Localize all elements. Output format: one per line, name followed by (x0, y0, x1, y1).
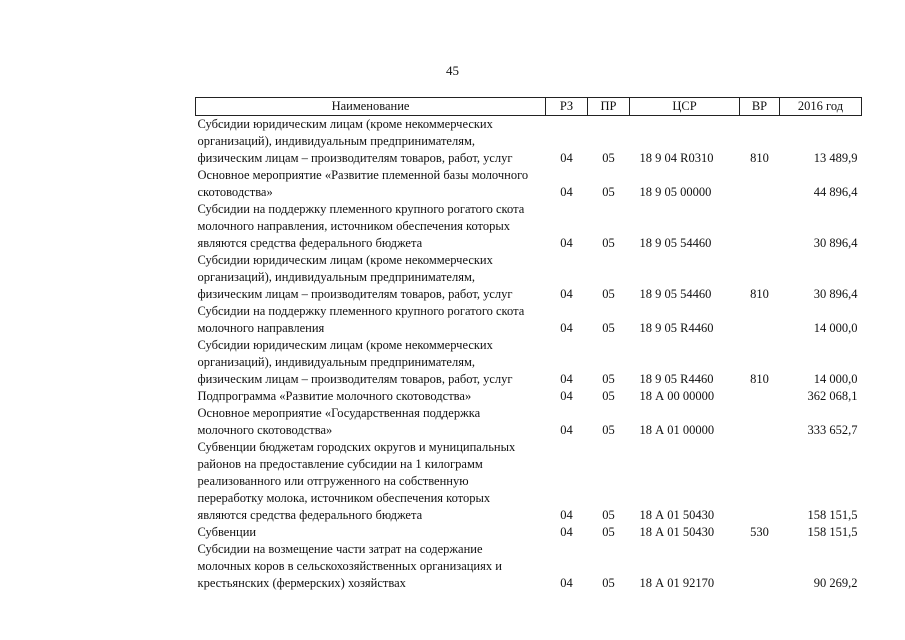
row-name (196, 541, 546, 592)
table-row (196, 201, 862, 252)
row-csr: 18 А 01 50430 (639, 508, 715, 522)
row-amount: 90 269,2 (813, 576, 858, 590)
row-amount: 30 896,4 (813, 236, 858, 250)
row-vr (740, 388, 780, 405)
table-row (196, 541, 862, 592)
row-amount: 14 000,0 (813, 372, 858, 386)
row-pr: 05 (602, 372, 615, 386)
table-row (196, 388, 862, 405)
row-name (196, 252, 546, 303)
row-csr: 18 А 01 92170 (639, 576, 715, 590)
table-row (196, 439, 862, 524)
row-name (196, 167, 546, 201)
row-pr: 05 (602, 508, 615, 522)
row-rz: 04 (560, 525, 573, 539)
row-name-line: физическим лицам – производителям товаров, работ, услуг (197, 372, 513, 386)
row-csr: 18 9 05 54460 (639, 287, 712, 301)
table-row (196, 116, 862, 168)
table-row (196, 337, 862, 388)
row-name-line: Субсидии на возмещение части затрат на содержание (197, 542, 483, 556)
row-name-line: Субвенции бюджетам городских округов и муниципальных (197, 440, 516, 454)
table-row (196, 252, 862, 303)
row-amount: 158 151,5 (807, 508, 858, 522)
row-rz: 04 (560, 508, 573, 522)
row-rz: 04 (560, 423, 573, 437)
row-name-line: молочного направления (197, 321, 325, 335)
row-name-line: организаций), индивидуальным предпринимателям, (197, 134, 475, 148)
row-name-line: физическим лицам – производителям товаров, работ, услуг (197, 287, 513, 301)
row-name-line: Субсидии на поддержку племенного крупного рогатого скота (197, 202, 525, 216)
row-name (196, 337, 546, 388)
row-vr: 810 (750, 372, 769, 386)
row-name-line: организаций), индивидуальным предпринимателям, (197, 270, 475, 284)
row-name-line: крестьянских (фермерских) хозяйствах (197, 576, 406, 590)
row-amount: 13 489,9 (813, 151, 858, 165)
table-header-row (196, 98, 862, 116)
row-name-line: физическим лицам – производителям товаров, работ, услуг (197, 151, 513, 165)
row-name-line: являются средства федерального бюджета (197, 236, 423, 250)
row-csr: 18 А 01 00000 (639, 423, 715, 437)
column-header-pr: ПР (588, 98, 630, 116)
row-name-line: Основное мероприятие «Государственная поддержка (197, 406, 481, 420)
row-csr: 18 А 01 50430 (639, 525, 715, 539)
column-header-vr: ВР (740, 98, 780, 116)
row-name (196, 439, 546, 524)
row-pr: 05 (602, 287, 615, 301)
table-body (196, 116, 862, 593)
row-name (196, 201, 546, 252)
row-csr: 18 9 05 R4460 (639, 321, 714, 335)
row-name (196, 388, 546, 405)
row-vr (740, 303, 780, 337)
row-vr (740, 201, 780, 252)
row-name-line: переработку молока, источником обеспечения которых (197, 491, 491, 505)
table-row (196, 167, 862, 201)
row-rz: 04 (560, 321, 573, 335)
row-rz: 04 (560, 389, 573, 403)
row-name-line: организаций), индивидуальным предпринимателям, (197, 355, 475, 369)
row-vr: 810 (750, 151, 769, 165)
row-name-line: Основное мероприятие «Развитие племенной базы молочного (197, 168, 529, 182)
row-name-line: реализованного или отгруженного на собственную (197, 474, 469, 488)
row-name-line: молочных коров в сельскохозяйственных организациях и (197, 559, 502, 573)
budget-table (195, 97, 862, 592)
row-amount: 44 896,4 (813, 185, 858, 199)
row-amount: 30 896,4 (813, 287, 858, 301)
row-csr: 18 9 05 00000 (639, 185, 712, 199)
row-name-line: Подпрограмма «Развитие молочного скотоводства» (197, 389, 472, 403)
row-rz: 04 (560, 185, 573, 199)
row-rz: 04 (560, 236, 573, 250)
row-name-line: Субсидии юридическим лицам (кроме некоммерческих (197, 338, 493, 352)
column-header-name: Наименование (196, 98, 546, 116)
row-pr: 05 (602, 185, 615, 199)
row-rz: 04 (560, 372, 573, 386)
row-csr: 18 9 05 R4460 (639, 372, 714, 386)
row-pr: 05 (602, 389, 615, 403)
row-name (196, 303, 546, 337)
row-name (196, 116, 546, 168)
row-rz: 04 (560, 287, 573, 301)
row-name-line: скотоводства» (197, 185, 273, 199)
row-name-line: молочного направления, источником обеспечения которых (197, 219, 510, 233)
row-csr: 18 А 00 00000 (639, 389, 715, 403)
column-header-year: 2016 год (780, 98, 862, 116)
row-name (196, 524, 546, 541)
row-name-line: Субвенции (197, 525, 257, 539)
row-vr (740, 541, 780, 592)
row-name-line: Субсидии на поддержку племенного крупного рогатого скота (197, 304, 525, 318)
column-header-csr: ЦСР (630, 98, 740, 116)
page-number: 45 (446, 63, 459, 78)
row-pr: 05 (602, 423, 615, 437)
row-name-line: молочного скотоводства» (197, 423, 333, 437)
row-vr: 530 (750, 525, 769, 539)
table-row (196, 524, 862, 541)
row-name-line: Субсидии юридическим лицам (кроме некоммерческих (197, 117, 493, 131)
row-csr: 18 9 04 R0310 (639, 151, 714, 165)
row-amount: 333 652,7 (807, 423, 858, 437)
row-rz: 04 (560, 151, 573, 165)
row-name-line: являются средства федерального бюджета (197, 508, 423, 522)
table-row (196, 405, 862, 439)
column-header-rz: РЗ (546, 98, 588, 116)
row-pr: 05 (602, 525, 615, 539)
row-amount: 14 000,0 (813, 321, 858, 335)
row-vr: 810 (750, 287, 769, 301)
row-pr: 05 (602, 321, 615, 335)
row-name (196, 405, 546, 439)
row-amount: 362 068,1 (807, 389, 858, 403)
row-rz: 04 (560, 576, 573, 590)
row-csr: 18 9 05 54460 (639, 236, 712, 250)
row-amount: 158 151,5 (807, 525, 858, 539)
row-vr (740, 439, 780, 524)
row-vr (740, 167, 780, 201)
row-pr: 05 (602, 236, 615, 250)
table-row (196, 303, 862, 337)
row-pr: 05 (602, 576, 615, 590)
row-name-line: районов на предоставление субсидии на 1 килограмм (197, 457, 483, 471)
row-pr: 05 (602, 151, 615, 165)
row-name-line: Субсидии юридическим лицам (кроме некоммерческих (197, 253, 493, 267)
row-vr (740, 405, 780, 439)
